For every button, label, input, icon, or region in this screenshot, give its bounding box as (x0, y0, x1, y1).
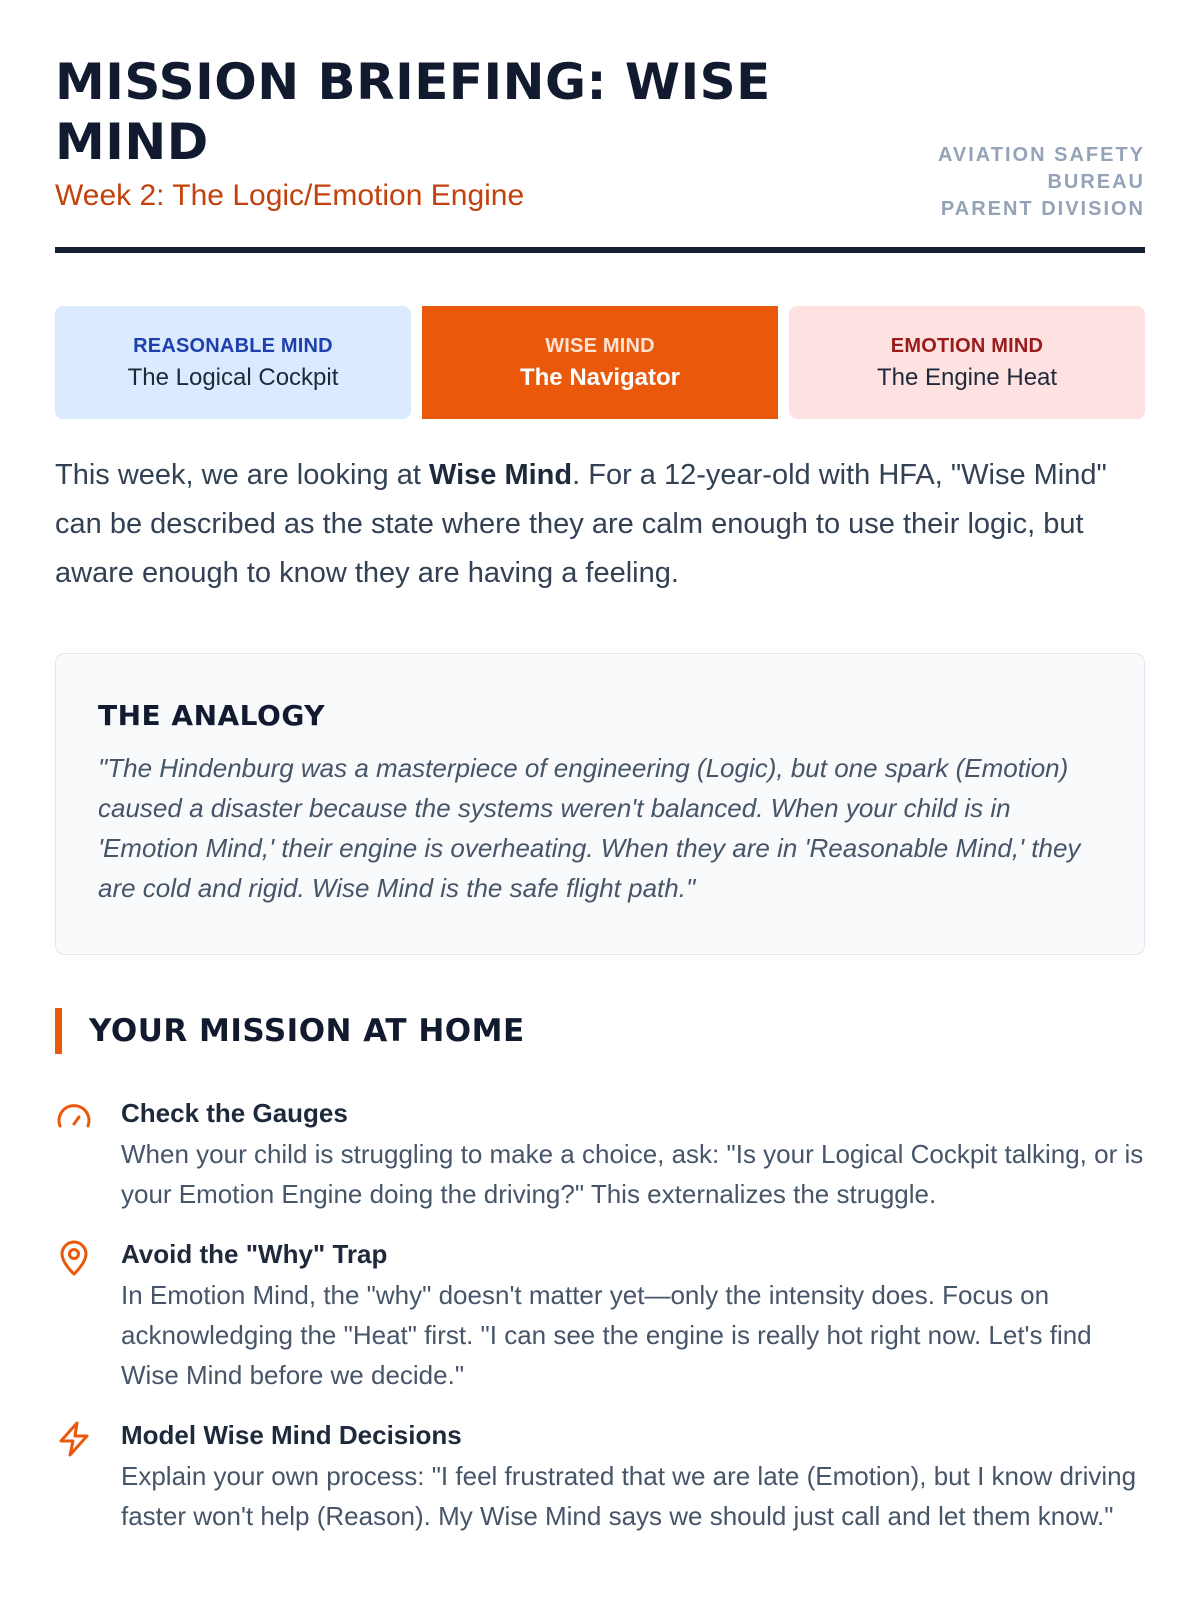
card-wise-mind (422, 306, 778, 419)
mission-text: Explain your own process: "I feel frustrated that we are late (Emotion), but I know driving faster won't help (Reason). My Wise Mind says we should just call and let them know." (121, 1461, 1137, 1531)
analogy-title: THE ANALOGY (98, 699, 325, 732)
list-item (55, 1096, 1145, 1214)
intro-text: . For a 12-year-old with HFA, "Wise Mind" can be described as the state where they are calm enough to use their logic, but aware enough to know they are having a feeling. (55, 459, 1107, 589)
card-label: WISE MIND (545, 334, 655, 357)
intro-bold: Wise Mind (428, 459, 573, 491)
card-name: The Navigator (519, 363, 681, 391)
section-title: YOUR MISSION AT HOME (55, 1008, 1145, 1054)
card-name: The Logical Cockpit (127, 363, 339, 391)
mission-title: Check the Gauges (121, 1098, 348, 1128)
intro-paragraph (55, 451, 1145, 598)
intro-text: This week, we are looking at (55, 459, 429, 491)
lightning-icon (55, 1420, 93, 1458)
mission-title: Avoid the "Why" Trap (121, 1239, 388, 1269)
page-title: MISSION BRIEFING: WISE MIND (55, 53, 771, 171)
card-reasonable-mind (55, 306, 411, 419)
mind-cards (55, 306, 1145, 419)
bureau-line: AVIATION SAFETY (937, 144, 1145, 166)
card-name: The Engine Heat (876, 363, 1058, 391)
header (55, 52, 1145, 253)
page-subtitle: Week 2: The Logic/Emotion Engine (55, 179, 525, 212)
analogy-quote: "The Hindenburg was a masterpiece of engineering (Logic), but one spark (Emotion) caused a disaster because the systems weren't balanced. When your child is in 'Emotion Mind,' their engine is overheating. When they are in 'Reasonable Mind,' they are cold and rigid. Wise Mind is the safe flight path." (98, 753, 1081, 903)
mission-list (55, 1096, 1145, 1536)
card-label: REASONABLE MIND (133, 334, 333, 357)
map-pin-icon (55, 1239, 93, 1277)
bureau-label (865, 142, 1145, 223)
bureau-line: PARENT DIVISION (940, 198, 1145, 220)
analogy-box (55, 653, 1145, 955)
card-emotion-mind (789, 306, 1145, 419)
mission-title: Model Wise Mind Decisions (121, 1420, 462, 1450)
list-item (55, 1418, 1145, 1536)
bureau-line: BUREAU (1047, 171, 1145, 193)
mission-text: When your child is struggling to make a choice, ask: "Is your Logical Cockpit talking, or is your Emotion Engine doing the driving?" This externalizes the struggle. (121, 1139, 1144, 1209)
mission-text: In Emotion Mind, the "why" doesn't matter yet—only the intensity does. Focus on acknowledging the "Heat" first. "I can see the engine is really hot right now. Let's find Wise Mind before we decide." (121, 1280, 1092, 1390)
gauge-icon (55, 1098, 93, 1136)
list-item (55, 1237, 1145, 1395)
card-label: EMOTION MIND (890, 334, 1044, 357)
